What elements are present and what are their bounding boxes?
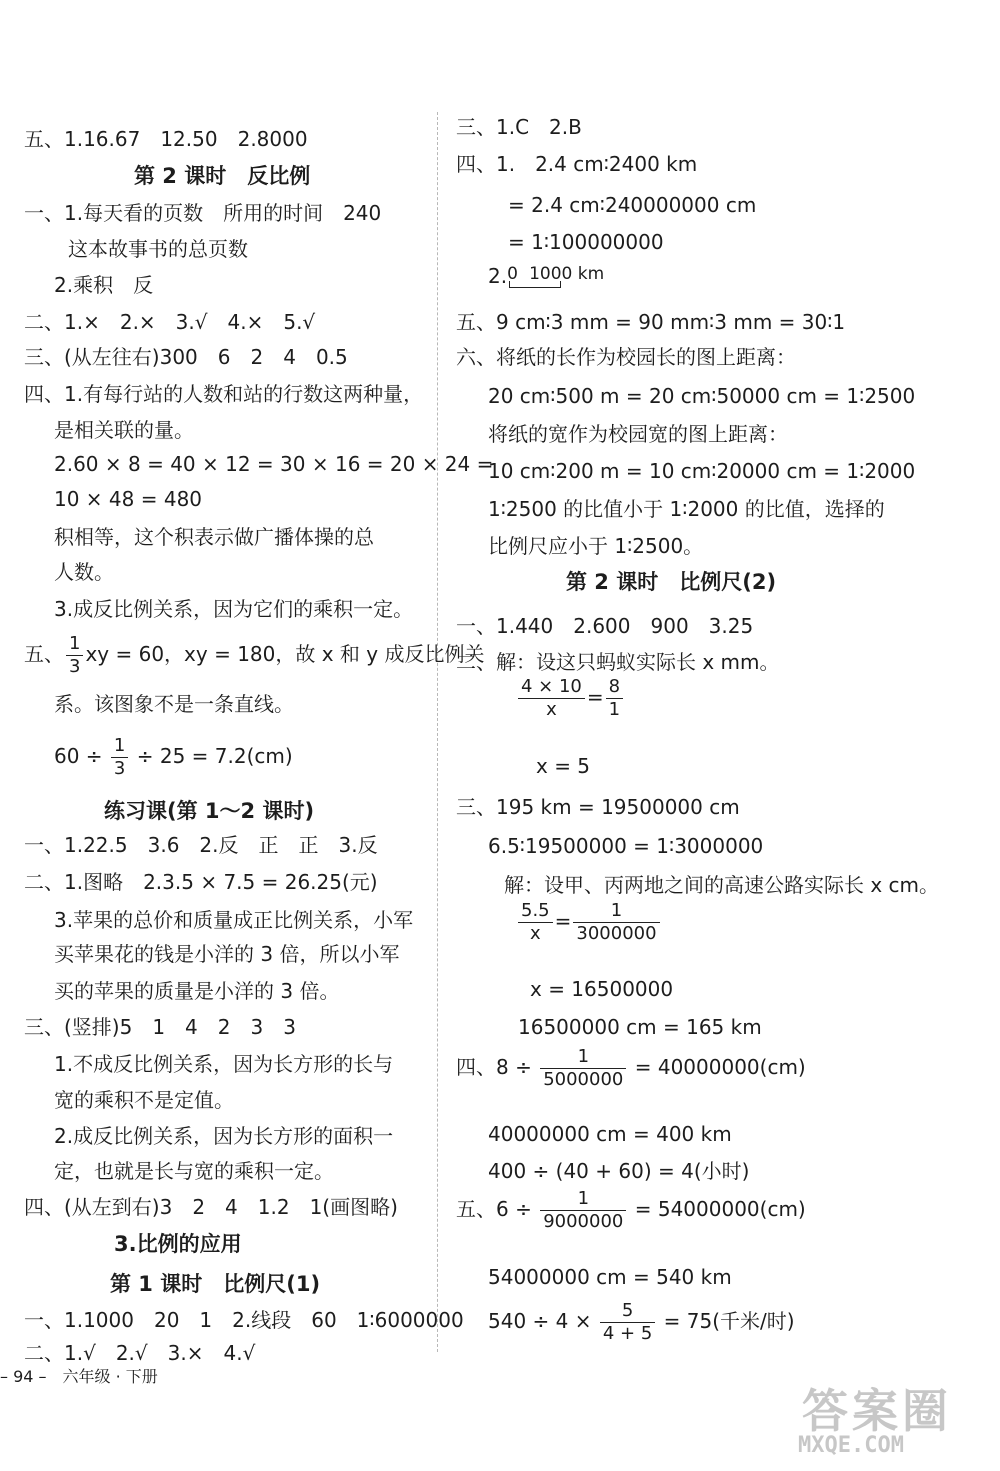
answer-line: 四、1. 2.4 cm∶2400 km (456, 152, 698, 176)
fraction-denominator: 3 (113, 758, 126, 779)
answer-line: 比例尺应小于 1∶2500。 (488, 534, 704, 558)
answer-line: 五、1.16.67 12.50 2.8000 (24, 127, 308, 151)
fraction (518, 676, 585, 721)
fraction-denominator: x (529, 923, 541, 944)
fraction-denominator: 3000000 (576, 923, 657, 944)
fraction (573, 900, 659, 945)
answer-line: 三、(从左往右)300 6 2 4 0.5 (24, 345, 348, 369)
section-heading: 第 2 课时 反比例 (134, 164, 311, 188)
equals-sign: = (554, 909, 572, 933)
fraction-denominator: 1 (608, 699, 621, 720)
expression-text: 五、 (24, 642, 64, 666)
answer-line: 三、195 km = 19500000 cm (456, 795, 740, 819)
answer-line: 2.60 × 8 = 40 × 12 = 30 × 16 = 20 × 24 = (54, 452, 494, 476)
answer-line (516, 676, 625, 721)
answer-line: 定，也就是长与宽的乘积一定。 (54, 1159, 334, 1183)
expression-text: = 40000000(cm) (628, 1055, 806, 1079)
answer-line: 10 cm∶200 m = 10 cm∶20000 cm = 1∶2000 (488, 459, 916, 483)
answer-line: 16500000 cm = 165 km (518, 1015, 762, 1039)
expression-text: ÷ 25 = 7.2(cm) (130, 744, 293, 768)
answer-line: 四、(从左到右)3 2 4 1.2 1(画图略) (24, 1195, 398, 1219)
answer-line: 一、1.每天看的页数 所用的时间 240 (24, 201, 382, 225)
fraction (540, 1188, 626, 1233)
answer-line (488, 263, 605, 291)
answer-line: 四、1.有每行站的人数和站的行数这两种量， (24, 382, 424, 406)
answer-line: 一、1.440 2.600 900 3.25 (456, 614, 754, 638)
expression-text: 540 ÷ 4 × (488, 1309, 598, 1333)
scale-distance-label: 1000 km (529, 263, 605, 284)
expression-text: 60 ÷ (54, 744, 109, 768)
section-heading: 3.比例的应用 (114, 1232, 242, 1256)
watermark-text: 答案圈 (802, 1384, 952, 1438)
fraction (518, 900, 553, 945)
expression-text: xy = 60，xy = 180，故 x 和 y 成反比例关 (85, 642, 485, 666)
fraction-denominator: 4 + 5 (602, 1323, 653, 1344)
fraction (606, 676, 623, 721)
answer-line: 一、1.22.5 3.6 2.反 正 正 3.反 (24, 833, 378, 857)
answer-line: 积相等，这个积表示做广播体操的总 (54, 525, 374, 549)
page-footer: – 94 – 六年级 · 下册 (0, 1367, 158, 1386)
answer-line: 20 cm∶500 m = 20 cm∶50000 cm = 1∶2500 (488, 384, 916, 408)
answer-line (54, 735, 293, 780)
expression-text: 五、6 ÷ (456, 1197, 539, 1221)
answer-line: 54000000 cm = 540 km (488, 1265, 732, 1289)
answer-line: 2.乘积 反 (54, 273, 154, 297)
fraction (66, 633, 83, 678)
fraction-numerator: 4 × 10 (518, 676, 585, 699)
answer-line: 六、将纸的长作为校园长的图上距离： (456, 345, 796, 369)
fraction-numerator: 5.5 (518, 900, 553, 923)
answer-line (24, 633, 484, 678)
answer-line: 1∶2500 的比值小于 1∶2000 的比值，选择的 (488, 497, 885, 521)
section-heading: 第 1 课时 比例尺(1) (110, 1272, 321, 1296)
fraction-numerator: 1 (573, 900, 659, 923)
answer-line: 三、(竖排)5 1 4 2 3 3 (24, 1015, 296, 1039)
answer-line: 3.成反比例关系，因为它们的乘积一定。 (54, 597, 414, 621)
answer-line: = 2.4 cm∶240000000 cm (508, 193, 757, 217)
expression-text: 四、8 ÷ (456, 1055, 539, 1079)
answer-line: 1.不成反比例关系，因为长方形的长与 (54, 1052, 394, 1076)
fraction-numerator: 5 (600, 1300, 655, 1323)
fraction-numerator: 1 (66, 633, 83, 656)
answer-line: = 1∶100000000 (508, 230, 664, 254)
line-scale-drawing (507, 263, 605, 291)
answer-line: x = 5 (536, 754, 591, 778)
answer-line: 3.苹果的总价和质量成正比例关系，小军 (54, 908, 414, 932)
answer-line: 这本故事书的总页数 (68, 237, 248, 261)
answer-line: 一、1.1000 20 1 2.线段 60 1∶6000000 (24, 1308, 464, 1332)
fraction (111, 735, 128, 780)
fraction-numerator: 1 (540, 1188, 626, 1211)
equals-sign: = (586, 685, 604, 709)
answer-line: 买苹果花的钱是小洋的 3 倍，所以小军 (54, 942, 400, 966)
answer-line: 400 ÷ (40 + 60) = 4(小时) (488, 1159, 750, 1183)
answer-line (456, 1046, 806, 1091)
fraction (540, 1046, 626, 1091)
answer-line: 二、1.× 2.× 3.√ 4.× 5.√ (24, 310, 316, 334)
answer-line: 6.5∶19500000 = 1∶3000000 (488, 834, 764, 858)
section-heading: 练习课(第 1～2 课时) (104, 799, 315, 823)
fraction (600, 1300, 655, 1345)
item-number: 2. (488, 264, 508, 288)
section-heading: 第 2 课时 比例尺(2) (566, 570, 777, 594)
answer-line: 40000000 cm = 400 km (488, 1122, 732, 1146)
answer-line: 10 × 48 = 480 (54, 487, 203, 511)
answer-line: 解：设甲、丙两地之间的高速公路实际长 x cm。 (504, 873, 940, 897)
fraction-denominator: 5000000 (543, 1069, 624, 1090)
watermark-logo (792, 1369, 982, 1465)
fraction-numerator: 1 (540, 1046, 626, 1069)
answer-line: 五、9 cm∶3 mm = 90 mm∶3 mm = 30∶1 (456, 310, 846, 334)
answer-line (456, 1188, 806, 1233)
answer-line: 宽的乘积不是定值。 (54, 1088, 234, 1112)
expression-text: = 75(千米/时) (657, 1309, 795, 1333)
answer-line (488, 1300, 795, 1345)
answer-line: 人数。 (54, 560, 114, 584)
answer-line: 2.成反比例关系，因为长方形的面积一 (54, 1124, 394, 1148)
answer-line: 二、解：设这只蚂蚁实际长 x mm。 (456, 650, 780, 674)
answer-line: 二、1.图略 2.3.5 × 7.5 = 26.25(元) (24, 870, 378, 894)
scale-zero-label: 0 (507, 263, 518, 284)
fraction-numerator: 8 (606, 676, 623, 699)
answer-line: 二、1.√ 2.√ 3.× 4.√ (24, 1341, 256, 1365)
watermark-url: MXQE.COM (798, 1433, 904, 1458)
expression-text: = 54000000(cm) (628, 1197, 806, 1221)
answer-line: 三、1.C 2.B (456, 115, 582, 139)
fraction-denominator: 9000000 (543, 1211, 624, 1232)
answer-line: 是相关联的量。 (54, 418, 194, 442)
column-divider (437, 112, 438, 1352)
answer-line: 将纸的宽作为校园宽的图上距离： (488, 422, 788, 446)
fraction-numerator: 1 (111, 735, 128, 758)
fraction-denominator: 3 (69, 656, 81, 677)
answer-line: 买的苹果的质量是小洋的 3 倍。 (54, 979, 340, 1003)
fraction-denominator: x (546, 699, 557, 720)
answer-line: 系。该图象不是一条直线。 (54, 692, 294, 716)
answer-line: x = 16500000 (530, 977, 674, 1001)
answer-line (516, 900, 662, 945)
